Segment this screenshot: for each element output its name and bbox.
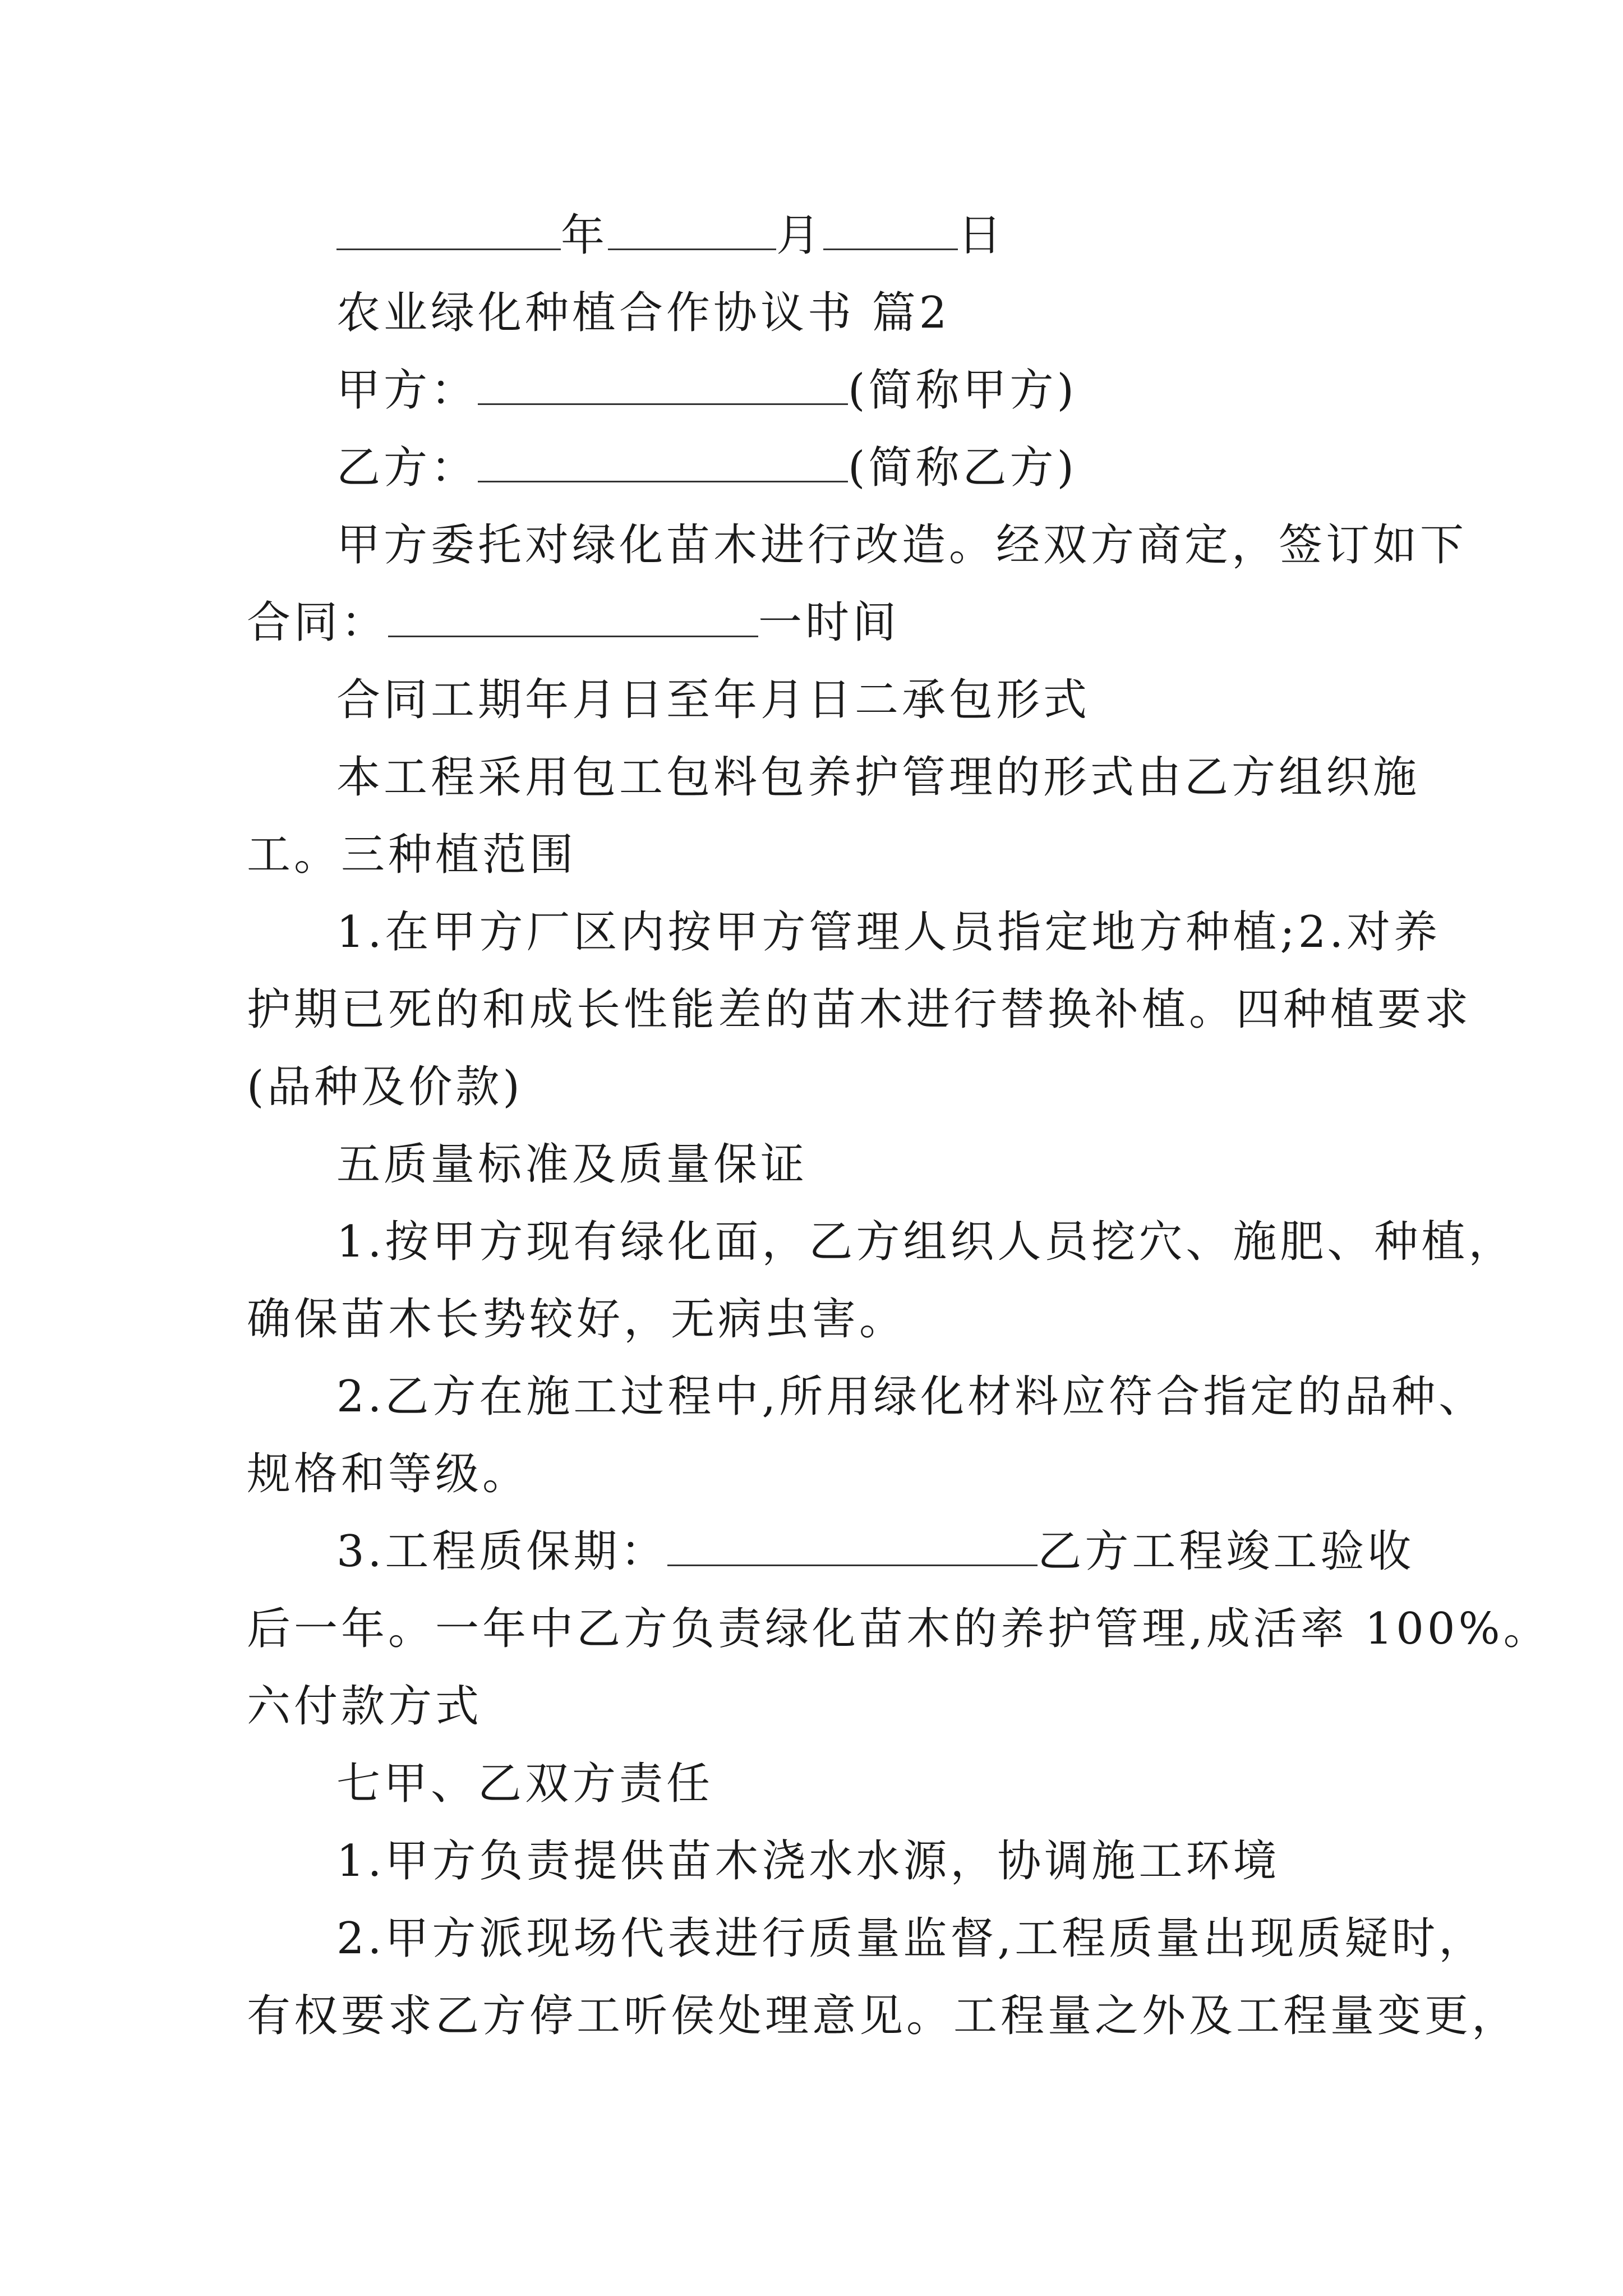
party-a-line [336,364,1077,417]
year-label: 年 [561,210,608,261]
party-a-label: 甲方： [336,365,478,416]
day-blank[interactable] [823,210,958,250]
quality-heading: 五质量标准及质量保证 [336,1139,808,1190]
warranty-label: 3.工程质保期： [336,1526,668,1577]
party-b-line [336,441,1077,495]
party-a-blank[interactable] [478,365,848,405]
intro-paragraph-line-1: 甲方委托对绿化苗木进行改造。经双方商定，签订如下 [336,520,1468,570]
scope-paragraph-line-1: 1.在甲方厂区内按甲方管理人员指定地方种植;2.对养 [336,907,1441,958]
quality-item-1-line-2: 确保苗木长势较好，无病虫害。 [247,1294,907,1345]
quality-item-2-line-2: 规格和等级。 [247,1449,530,1499]
form-paragraph-line-1: 本工程采用包工包料包养护管理的形式由乙方组织施 [336,752,1421,803]
scope-paragraph-line-3: (品种及价款) [247,1062,523,1112]
date-line [336,209,1005,263]
year-blank[interactable] [336,210,561,250]
duty-item-2-line-2: 有权要求乙方停工听侯处理意见。工程量之外及工程量变更， [247,1991,1519,2041]
month-label: 月 [776,210,824,261]
warranty-suffix: 乙方工程竣工验收 [1038,1526,1415,1577]
quality-item-1-line-1: 1.按甲方现有绿化面，乙方组织人员挖穴、施肥、种植， [336,1217,1516,1267]
contract-suffix: 一时间 [758,597,900,648]
warranty-blank[interactable] [667,1526,1038,1566]
duty-heading: 七甲、乙双方责任 [336,1759,714,1809]
party-b-label: 乙方： [336,443,478,493]
day-label: 日 [958,210,1006,261]
party-b-suffix: (简称乙方) [848,443,1077,493]
contract-label: 合同： [247,597,389,648]
document-title: 农业绿化种植合作协议书 篇2 [336,288,951,338]
payment-heading: 六付款方式 [247,1681,483,1732]
quality-item-3-line-2: 后一年。一年中乙方负责绿化苗木的养护管理,成活率 100%。 [247,1604,1551,1654]
quality-item-2-line-1: 2.乙方在施工过程中,所用绿化材料应符合指定的品种、 [336,1372,1486,1422]
term-line: 合同工期年月日至年月日二承包形式 [336,675,1091,725]
party-b-blank[interactable] [478,443,848,482]
duty-item-1: 1.甲方负责提供苗木浇水水源，协调施工环境 [336,1836,1280,1887]
form-paragraph-line-2: 工。三种植范围 [247,830,577,880]
month-blank[interactable] [608,210,776,250]
quality-item-3-line-1 [336,1525,1414,1579]
contract-blank[interactable] [388,597,758,637]
intro-paragraph-line-2 [247,596,900,650]
party-a-suffix: (简称甲方) [848,365,1077,416]
scope-paragraph-line-2: 护期已死的和成长性能差的苗木进行替换补植。四种植要求 [247,984,1472,1035]
duty-item-2-line-1: 2.甲方派现场代表进行质量监督,工程质量出现质疑时， [336,1913,1486,1964]
